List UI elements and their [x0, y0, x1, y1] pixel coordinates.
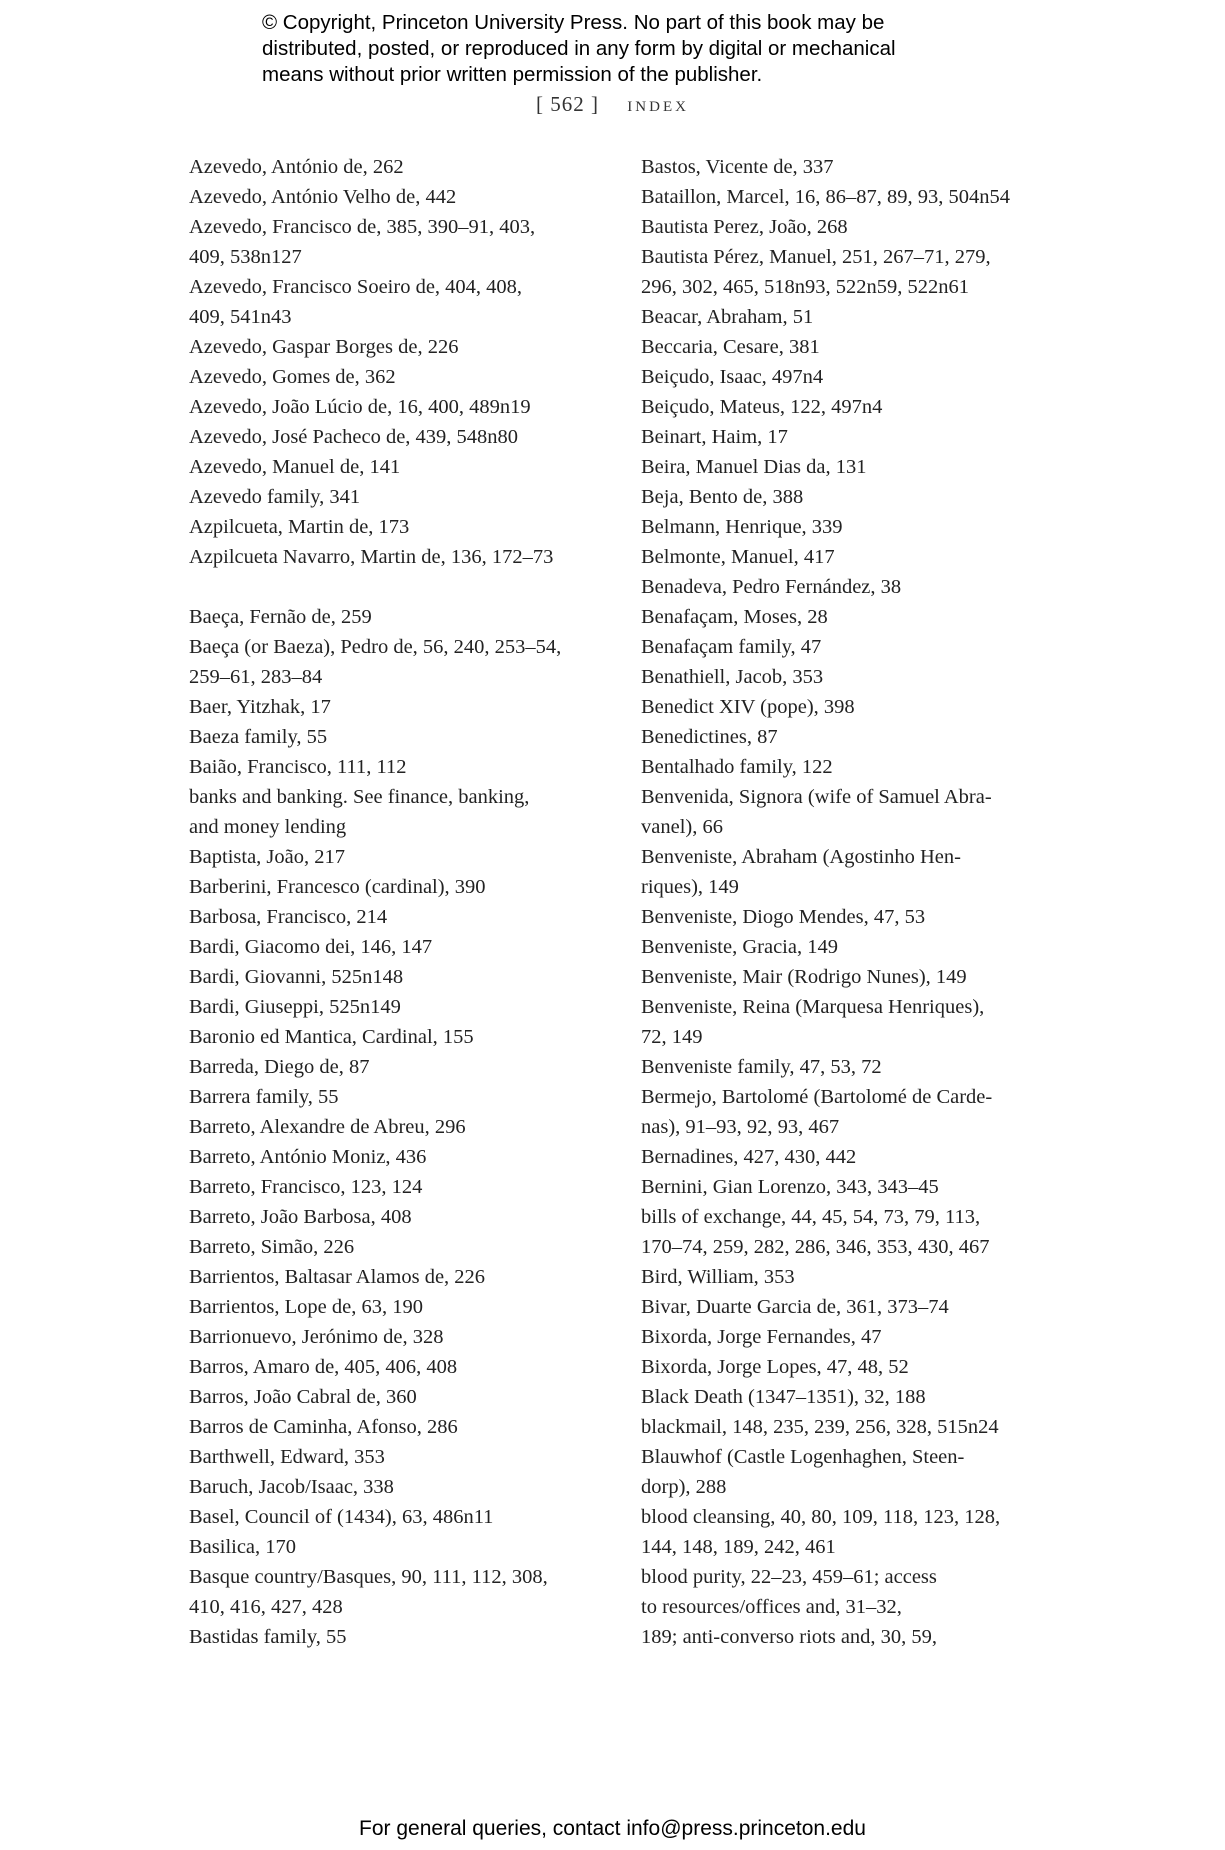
index-entry-heading: Azevedo, Francisco Soeiro de, 404, 408,: [189, 276, 523, 298]
index-entry: [641, 1082, 1071, 1142]
index-entry: [189, 1292, 609, 1322]
index-entry: [641, 902, 1071, 932]
index-entry-continuation: 409, 538n127: [189, 246, 302, 268]
index-entry-heading: Barros, João Cabral de, 360: [189, 1386, 417, 1408]
index-entry: [641, 452, 1071, 482]
index-entry: [189, 962, 609, 992]
index-entry-heading: Bataillon, Marcel, 16, 86–87, 89, 93, 504n54: [641, 186, 1010, 208]
index-entry-heading: Bastidas family, 55: [189, 1626, 347, 1648]
index-entry: [641, 302, 1071, 332]
index-entry: [641, 1262, 1071, 1292]
index-entry: [189, 932, 609, 962]
index-entry-heading: Basel, Council of (1434), 63, 486n11: [189, 1506, 494, 1528]
index-entry: [189, 872, 609, 902]
index-entry: [641, 422, 1071, 452]
index-entry: [641, 1382, 1071, 1412]
index-entry-heading: Barbosa, Francisco, 214: [189, 906, 388, 928]
index-entry-heading: Barros, Amaro de, 405, 406, 408: [189, 1356, 458, 1378]
index-entry-heading: Azevedo, António de, 262: [189, 156, 404, 178]
index-entry-heading: Azevedo, António Velho de, 442: [189, 186, 457, 208]
index-entry-heading: Bernadines, 427, 430, 442: [641, 1146, 857, 1168]
index-entry-continuation: 409, 541n43: [189, 306, 292, 328]
index-entry: [641, 662, 1071, 692]
index-entry-heading: Barrientos, Lope de, 63, 190: [189, 1296, 423, 1318]
index-entry-heading: Benadeva, Pedro Fernández, 38: [641, 576, 902, 598]
index-entry: [189, 632, 609, 692]
index-entry-heading: Barreto, Francisco, 123, 124: [189, 1176, 423, 1198]
index-entry: [641, 1172, 1071, 1202]
index-entry-heading: Baronio ed Mantica, Cardinal, 155: [189, 1026, 474, 1048]
index-entry-heading: Benveniste family, 47, 53, 72: [641, 1056, 882, 1078]
index-entry: [641, 932, 1071, 962]
index-entry-heading: Azpilcueta Navarro, Martin de, 136, 172–73: [189, 546, 554, 568]
index-entry: [189, 1022, 609, 1052]
index-entry-heading: Bixorda, Jorge Fernandes, 47: [641, 1326, 882, 1348]
index-entry-heading: Barrionuevo, Jerónimo de, 328: [189, 1326, 444, 1348]
index-entry-heading: Azevedo, Manuel de, 141: [189, 456, 401, 478]
index-entry: [189, 422, 609, 452]
index-entry: [189, 1112, 609, 1142]
copyright-line: means without prior written permission of the publisher.: [262, 63, 763, 86]
index-entry-continuation: 170–74, 259, 282, 286, 346, 353, 430, 467: [641, 1236, 990, 1258]
index-entry-heading: Benafaçam family, 47: [641, 636, 822, 658]
index-entry-heading: Baião, Francisco, 111, 112: [189, 756, 407, 778]
index-entry: [641, 752, 1071, 782]
footer-contact: For general queries, contact info@press.princeton.edu: [359, 1817, 866, 1840]
index-entry-heading: Belmann, Henrique, 339: [641, 516, 843, 538]
index-entry-heading: Benveniste, Abraham (Agostinho Hen-: [641, 846, 961, 868]
index-entry: [189, 512, 609, 542]
index-entry: [641, 1202, 1071, 1262]
index-entry: [641, 1292, 1071, 1322]
running-head: [0, 92, 1225, 117]
index-entry-heading: Baeça (or Baeza), Pedro de, 56, 240, 253–54,: [189, 636, 562, 658]
index-entry: [641, 152, 1071, 182]
index-entry-heading: Benveniste, Mair (Rodrigo Nunes), 149: [641, 966, 967, 988]
index-entry-heading: Barberini, Francesco (cardinal), 390: [189, 876, 486, 898]
index-entry: [189, 392, 609, 422]
index-column-left: [189, 152, 609, 1652]
index-entry-heading: Basilica, 170: [189, 1536, 297, 1558]
index-entry: [189, 782, 609, 842]
index-entry: [641, 1562, 1071, 1652]
index-entry-heading: Bardi, Giovanni, 525n148: [189, 966, 404, 988]
index-entry: [189, 1532, 609, 1562]
index-entry-continuation: 189; anti-converso riots and, 30, 59,: [641, 1626, 938, 1648]
index-entry-heading: Beja, Bento de, 388: [641, 486, 804, 508]
index-entry-continuation: 410, 416, 427, 428: [189, 1596, 343, 1618]
index-entry: [641, 482, 1071, 512]
index-entry-heading: Bixorda, Jorge Lopes, 47, 48, 52: [641, 1356, 909, 1378]
index-entry: [641, 332, 1071, 362]
index-entry-heading: Barrientos, Baltasar Alamos de, 226: [189, 1266, 486, 1288]
index-entry-heading: Beinart, Haim, 17: [641, 426, 788, 448]
index-entry-continuation: vanel), 66: [641, 816, 723, 838]
index-entry: [189, 1322, 609, 1352]
index-entry-heading: Barros de Caminha, Afonso, 286: [189, 1416, 458, 1438]
index-entry: [189, 1622, 609, 1652]
index-entry-continuation: dorp), 288: [641, 1476, 727, 1498]
section-title: index: [627, 92, 689, 116]
index-entry: [641, 362, 1071, 392]
index-entry: [189, 452, 609, 482]
index-entry: [641, 1322, 1071, 1352]
index-entry: [189, 482, 609, 512]
index-entry-heading: Benveniste, Gracia, 149: [641, 936, 838, 958]
index-entry-continuation: and money lending: [189, 816, 347, 838]
index-column-right: [641, 152, 1071, 1652]
index-entry: [189, 722, 609, 752]
index-entry-heading: Beira, Manuel Dias da, 131: [641, 456, 867, 478]
index-entry: [189, 1472, 609, 1502]
index-entry: [641, 1502, 1071, 1562]
index-entry: [189, 902, 609, 932]
index-entry: [189, 992, 609, 1022]
index-entry: [189, 1172, 609, 1202]
index-entry: [641, 602, 1071, 632]
index-entry: [189, 692, 609, 722]
index-entry: [189, 362, 609, 392]
index-entry: [641, 722, 1071, 752]
index-entry-heading: Bird, William, 353: [641, 1266, 795, 1288]
index-entry: [641, 1352, 1071, 1382]
index-entry-heading: blood purity, 22–23, 459–61; access: [641, 1566, 937, 1588]
index-entry-heading: Baer, Yitzhak, 17: [189, 696, 331, 718]
index-entry: [189, 332, 609, 362]
index-entry-heading: Azevedo, Gomes de, 362: [189, 366, 396, 388]
index-entry: [189, 1562, 609, 1622]
copyright-line: distributed, posted, or reproduced in any form by digital or mechanical: [262, 37, 896, 60]
index-entry-heading: Bautista Pérez, Manuel, 251, 267–71, 279,: [641, 246, 991, 268]
index-entry: [189, 1052, 609, 1082]
index-entry: [641, 542, 1071, 572]
copyright-notice: [262, 10, 1022, 88]
index-entry: [641, 962, 1071, 992]
index-entry: [189, 752, 609, 782]
page-number: [ 562 ]: [536, 92, 600, 116]
index-entry-heading: Bivar, Duarte Garcia de, 361, 373–74: [641, 1296, 949, 1318]
index-entry: [189, 1232, 609, 1262]
index-entry-heading: blood cleansing, 40, 80, 109, 118, 123, 128,: [641, 1506, 1001, 1528]
index-entry-heading: bills of exchange, 44, 45, 54, 73, 79, 113,: [641, 1206, 981, 1228]
index-entry-heading: Bastos, Vicente de, 337: [641, 156, 834, 178]
index-entry-heading: Beccaria, Cesare, 381: [641, 336, 820, 358]
index-entry-heading: Bautista Perez, João, 268: [641, 216, 848, 238]
index-entry-continuation: 144, 148, 189, 242, 461: [641, 1536, 836, 1558]
index-entry-heading: Azevedo, José Pacheco de, 439, 548n80: [189, 426, 519, 448]
index-entry-continuation: 259–61, 283–84: [189, 666, 323, 688]
index-entry-heading: Barthwell, Edward, 353: [189, 1446, 385, 1468]
copyright-line: © Copyright, Princeton University Press. No part of this book may be: [262, 11, 885, 34]
index-entry-heading: Bardi, Giacomo dei, 146, 147: [189, 936, 433, 958]
index-entry: [641, 182, 1071, 212]
index-entry: [641, 842, 1071, 902]
index-entry-heading: Benveniste, Reina (Marquesa Henriques),: [641, 996, 985, 1018]
index-entry-heading: Baptista, João, 217: [189, 846, 346, 868]
index-entry: [189, 1082, 609, 1112]
index-entry-heading: Beiçudo, Mateus, 122, 497n4: [641, 396, 883, 418]
index-entry: [189, 542, 609, 572]
index-entry-continuation: 72, 149: [641, 1026, 703, 1048]
index-entry: [641, 782, 1071, 842]
index-entry-heading: Barreda, Diego de, 87: [189, 1056, 370, 1078]
index-entry-heading: Azevedo, Francisco de, 385, 390–91, 403,: [189, 216, 536, 238]
index-entry-heading: Benveniste, Diogo Mendes, 47, 53: [641, 906, 926, 928]
index-entry-heading: Beacar, Abraham, 51: [641, 306, 814, 328]
index-entry: [641, 1412, 1071, 1442]
index-entry: [189, 602, 609, 632]
index-entry-heading: Benvenida, Signora (wife of Samuel Abra-: [641, 786, 992, 808]
index-entry: [189, 1502, 609, 1532]
index-entry: [641, 512, 1071, 542]
index-entry: [189, 272, 609, 332]
index-entry-heading: Blauwhof (Castle Logenhaghen, Steen-: [641, 1446, 965, 1468]
index-entry: [189, 1142, 609, 1172]
index-entry: [641, 632, 1071, 662]
index-entry-heading: blackmail, 148, 235, 239, 256, 328, 515n24: [641, 1416, 999, 1438]
index-entry-heading: Barreto, Alexandre de Abreu, 296: [189, 1116, 466, 1138]
index-entry: [189, 152, 609, 182]
index-entry: [641, 572, 1071, 602]
index-entry-heading: Beiçudo, Isaac, 497n4: [641, 366, 824, 388]
index-entry-heading: Bermejo, Bartolomé (Bartolomé de Carde-: [641, 1086, 993, 1108]
index-entry-heading: Bardi, Giuseppi, 525n149: [189, 996, 401, 1018]
index-entry-continuation: riques), 149: [641, 876, 739, 898]
index-entry-heading: Belmonte, Manuel, 417: [641, 546, 835, 568]
index-entry-heading: Benedictines, 87: [641, 726, 778, 748]
index-entry: [189, 182, 609, 212]
index-entry-heading: Bentalhado family, 122: [641, 756, 833, 778]
index-entry-heading: Azevedo, João Lúcio de, 16, 400, 489n19: [189, 396, 531, 418]
index-entry-heading: Black Death (1347–1351), 32, 188: [641, 1386, 926, 1408]
index-entry-continuation: to resources/offices and, 31–32,: [641, 1596, 902, 1618]
index-entry: [189, 1442, 609, 1472]
index-entry-heading: Bernini, Gian Lorenzo, 343, 343–45: [641, 1176, 939, 1198]
index-entry-heading: Barreto, João Barbosa, 408: [189, 1206, 412, 1228]
index-entry: [641, 242, 1071, 302]
index-entry-heading: Barreto, Simão, 226: [189, 1236, 355, 1258]
index-entry-heading: Basque country/Basques, 90, 111, 112, 308,: [189, 1566, 548, 1588]
index-entry: [641, 992, 1071, 1052]
index-entry: [641, 1052, 1071, 1082]
index-entry: [641, 692, 1071, 722]
index-entry: [189, 842, 609, 872]
index-entry: [189, 1352, 609, 1382]
index-entry-heading: Baeça, Fernão de, 259: [189, 606, 372, 628]
index-entry: [189, 1382, 609, 1412]
index-entry-heading: banks and banking. See finance, banking,: [189, 786, 530, 808]
index-entry: [189, 1412, 609, 1442]
index-entry: [641, 392, 1071, 422]
index-entry-continuation: nas), 91–93, 92, 93, 467: [641, 1116, 840, 1138]
index-entry-heading: Azevedo, Gaspar Borges de, 226: [189, 336, 459, 358]
index-entry-heading: Barreto, António Moniz, 436: [189, 1146, 427, 1168]
index-entry-heading: Barrera family, 55: [189, 1086, 339, 1108]
index-entry-heading: Baruch, Jacob/Isaac, 338: [189, 1476, 394, 1498]
index-entry-continuation: 296, 302, 465, 518n93, 522n59, 522n61: [641, 276, 969, 298]
index-entry: [189, 1262, 609, 1292]
index-entry-heading: Baeza family, 55: [189, 726, 328, 748]
index-entry: [641, 1442, 1071, 1502]
index-entry-heading: Azpilcueta, Martin de, 173: [189, 516, 410, 538]
index-entry: [189, 212, 609, 272]
index-entry: [189, 1202, 609, 1232]
index-entry: [641, 1142, 1071, 1172]
index-entry-heading: Benathiell, Jacob, 353: [641, 666, 824, 688]
index-entry: [641, 212, 1071, 242]
index-entry-heading: Azevedo family, 341: [189, 486, 361, 508]
index-entry-heading: Benedict XIV (pope), 398: [641, 696, 855, 718]
index-entry-heading: Benafaçam, Moses, 28: [641, 606, 828, 628]
section-gap: [189, 572, 609, 602]
